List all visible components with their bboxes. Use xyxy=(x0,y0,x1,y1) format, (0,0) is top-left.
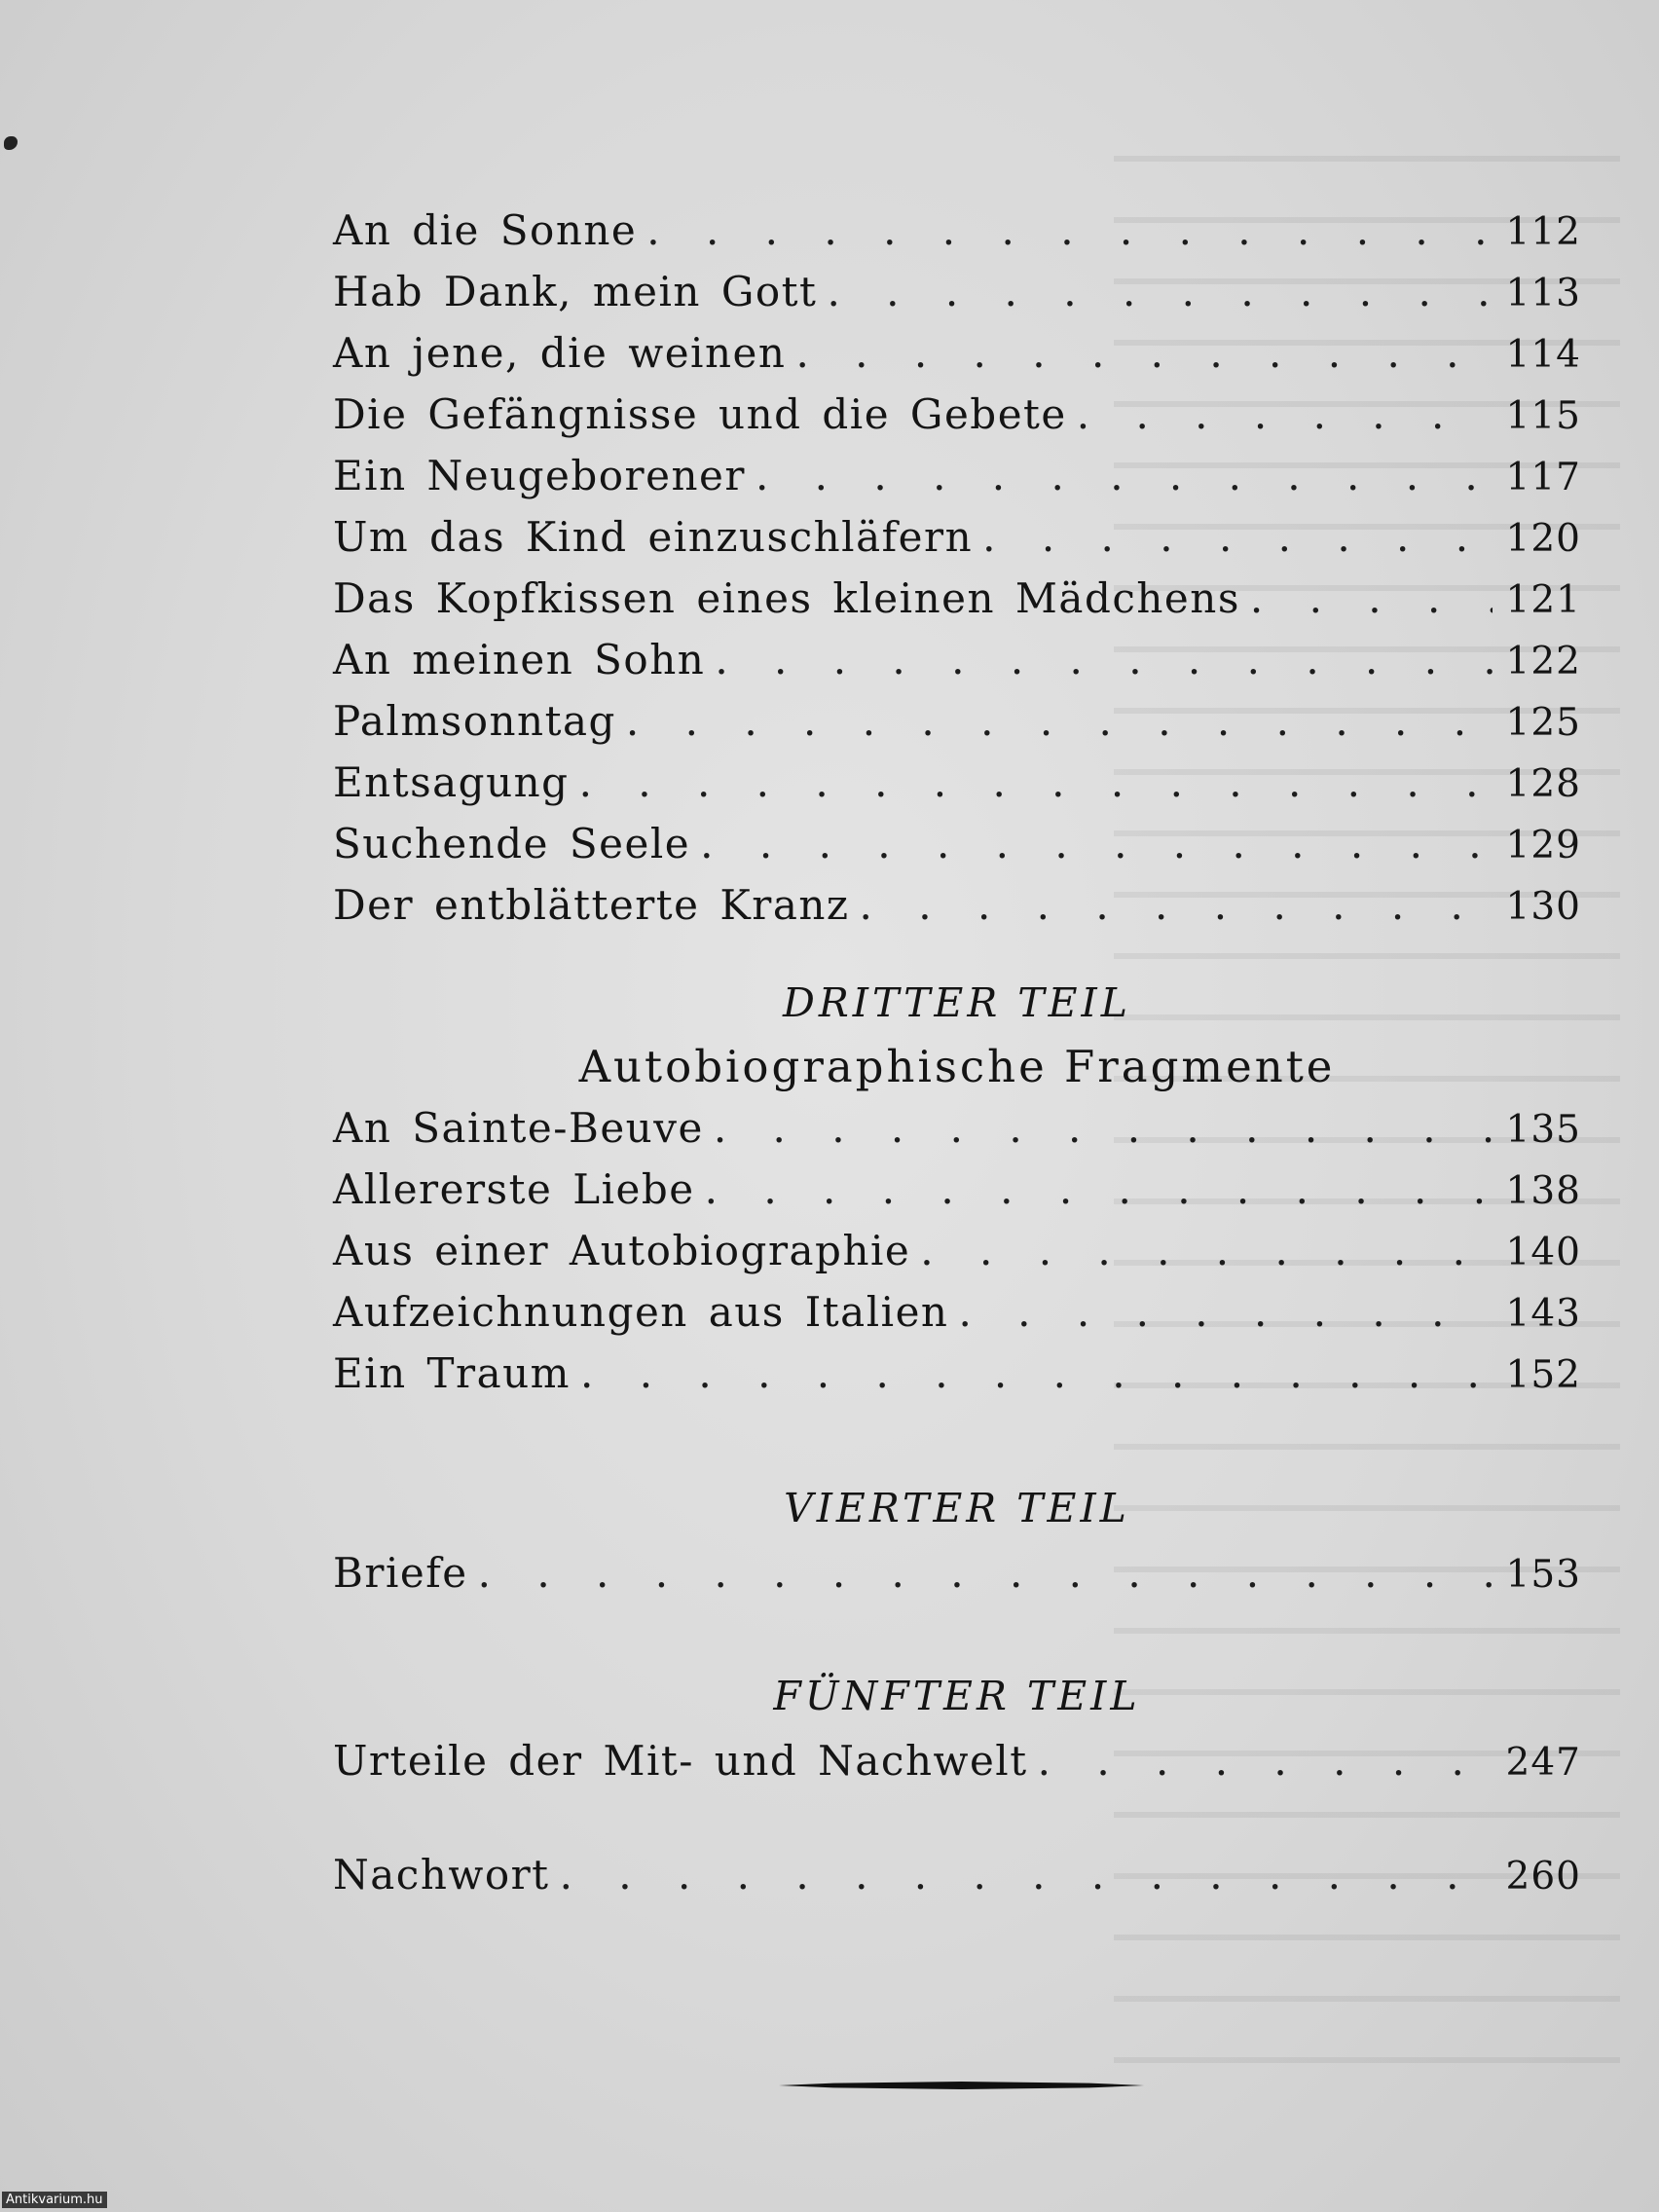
part-three-subtitle: Autobiographische Fragmente xyxy=(578,1041,1336,1092)
spacer xyxy=(333,1725,1581,1737)
toc-entry xyxy=(333,1104,1581,1165)
part-three-list xyxy=(333,1104,1581,1411)
entry-title: Briefe xyxy=(333,1549,468,1597)
entry-page: 112 xyxy=(1505,210,1581,254)
entry-title: Aus einer Autobiographie xyxy=(333,1227,911,1274)
toc-entry xyxy=(333,268,1581,329)
entry-title: Aufzeichnungen aus Italien xyxy=(333,1288,949,1336)
entry-page: 115 xyxy=(1505,394,1581,438)
entry-page: 114 xyxy=(1505,333,1581,377)
dot-leader xyxy=(580,1349,1493,1397)
entry-page: 153 xyxy=(1505,1553,1581,1597)
dot-leader xyxy=(705,1165,1493,1213)
entry-page: 140 xyxy=(1505,1231,1581,1274)
dot-leader xyxy=(1038,1737,1493,1785)
entry-title: Allererste Liebe xyxy=(333,1165,695,1213)
toc-entry xyxy=(333,390,1581,452)
entry-title: Ein Neugeborener xyxy=(333,452,746,499)
afterword-entry xyxy=(333,1851,1581,1912)
entry-page: 143 xyxy=(1505,1292,1581,1336)
entry-title: An jene, die weinen xyxy=(333,329,787,377)
entry-title: Palmsonntag xyxy=(333,697,616,745)
toc-entry xyxy=(333,329,1581,390)
entry-title: Nachwort xyxy=(333,1851,550,1899)
entry-title: Suchende Seele xyxy=(333,820,691,867)
dot-leader xyxy=(1250,574,1493,622)
entry-title: Ein Traum xyxy=(333,1349,571,1397)
toc-entry xyxy=(333,1165,1581,1227)
dot-leader xyxy=(646,206,1492,254)
ink-speck xyxy=(4,136,18,150)
toc-entry xyxy=(333,1349,1581,1411)
spacer xyxy=(333,1537,1581,1549)
entry-title: Urteile der Mit- und Nachwelt xyxy=(333,1737,1028,1785)
toc-entry xyxy=(333,697,1581,758)
toc-entry xyxy=(333,1227,1581,1288)
watermark: Antikvarium.hu xyxy=(2,2192,107,2208)
entry-title: Hab Dank, mein Gott xyxy=(333,268,818,315)
dot-leader xyxy=(958,1288,1492,1336)
toc-entry xyxy=(333,1737,1581,1798)
spacer xyxy=(333,1798,1581,1851)
entry-page: 121 xyxy=(1505,578,1581,622)
entry-page: 130 xyxy=(1505,885,1581,929)
entry-page: 135 xyxy=(1505,1108,1581,1152)
dot-leader xyxy=(560,1851,1493,1899)
closing-ornament-rule xyxy=(779,2082,1144,2089)
entry-page: 138 xyxy=(1505,1169,1581,1213)
entry-page: 125 xyxy=(1505,701,1581,745)
entry-page: 120 xyxy=(1505,517,1581,561)
dot-leader xyxy=(920,1227,1492,1274)
dot-leader xyxy=(795,329,1492,377)
entry-page: 247 xyxy=(1505,1741,1581,1785)
entry-title: Die Gefängnisse und die Gebete xyxy=(333,390,1067,438)
entry-page: 128 xyxy=(1505,762,1581,806)
table-of-contents xyxy=(333,206,1581,1912)
part-five-list xyxy=(333,1737,1581,1798)
dot-leader xyxy=(700,820,1492,867)
dot-leader xyxy=(714,1104,1493,1152)
part-four-list xyxy=(333,1549,1581,1610)
toc-entry xyxy=(333,452,1581,513)
dot-leader xyxy=(1077,390,1493,438)
entry-page: 152 xyxy=(1505,1353,1581,1397)
entry-page: 122 xyxy=(1505,640,1581,683)
part-four-heading: VIERTER TEIL xyxy=(784,1485,1130,1531)
dot-leader xyxy=(715,636,1492,683)
entry-page: 129 xyxy=(1505,824,1581,867)
entry-title: An meinen Sohn xyxy=(333,636,706,683)
dot-leader xyxy=(982,513,1492,561)
dot-leader xyxy=(579,758,1493,806)
entry-page: 117 xyxy=(1505,456,1581,499)
toc-entry xyxy=(333,206,1581,268)
entry-title: Das Kopfkissen eines kleinen Mädchens xyxy=(333,574,1240,622)
dot-leader xyxy=(756,452,1493,499)
dot-leader xyxy=(626,697,1493,745)
dot-leader xyxy=(478,1549,1493,1597)
toc-entry xyxy=(333,758,1581,820)
toc-entry xyxy=(333,1288,1581,1349)
part-five-heading: FÜNFTER TEIL xyxy=(773,1673,1141,1719)
dot-leader xyxy=(827,268,1492,315)
toc-entry xyxy=(333,513,1581,574)
toc-entry xyxy=(333,636,1581,697)
toc-entry xyxy=(333,820,1581,881)
toc-entry xyxy=(333,1549,1581,1610)
entry-title: Entsagung xyxy=(333,758,570,806)
section-two-list xyxy=(333,206,1581,942)
entry-page: 260 xyxy=(1505,1855,1581,1899)
entry-title: Der entblätterte Kranz xyxy=(333,881,850,929)
entry-title: Um das Kind einzuschläfern xyxy=(333,513,974,561)
dot-leader xyxy=(860,881,1493,929)
entry-title: An die Sonne xyxy=(333,206,638,254)
toc-entry xyxy=(333,881,1581,942)
entry-title: An Sainte-Beuve xyxy=(333,1104,704,1152)
entry-page: 113 xyxy=(1505,272,1581,315)
toc-entry xyxy=(333,574,1581,636)
part-three-heading: DRITTER TEIL xyxy=(783,979,1131,1026)
